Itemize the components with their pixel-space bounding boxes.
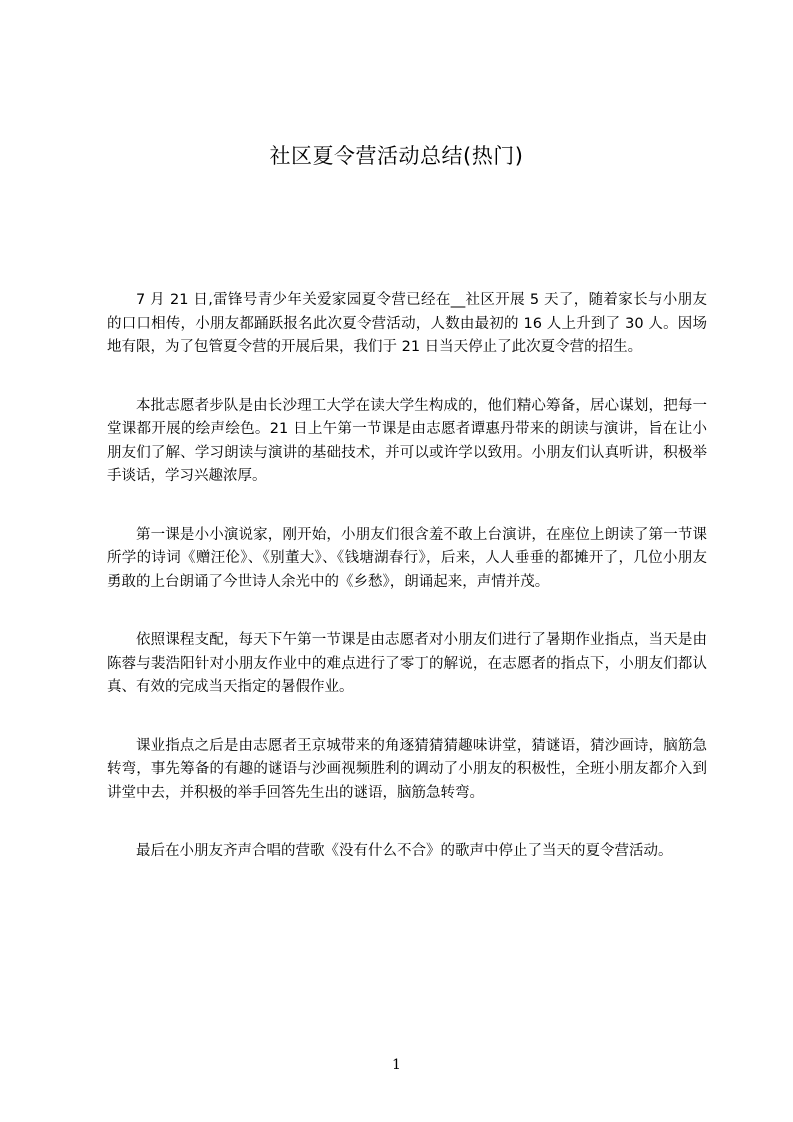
page-number: 1 [392, 1057, 401, 1073]
paragraph-6: 最后在小朋友齐声合唱的营歌《没有什么不合》的歌声中停止了当天的夏令营活动。 [136, 843, 673, 859]
paragraph-3: 第一课是小小演说家，刚开始，小朋友们很含羞不敢上台演讲，在座位上朗读了第一节课所学的诗词《赠汪伦》、《别董大》、《钱塘湖春行》，后来，人人垂垂的都摊开了，几位小朋友勇敢的上台朗诵了今世诗人余光中的《乡愁》，朗诵起来，声情并茂。 [107, 526, 707, 590]
paragraph-2: 本批志愿者步队是由长沙理工大学在读大学生构成的，他们精心筹备，居心谋划，把每一堂课都开展的绘声绘色。21 日上午第一节课是由志愿者谭惠丹带来的朗读与演讲，旨在让小朋友们了解、学习朗读与演讲的基础技术，并可以或许学以致用。小朋友们认真听讲，积极举手谈话，学习兴趣浓厚。 [107, 397, 707, 484]
document-body [107, 289, 707, 899]
paragraph-5: 课业指点之后是由志愿者王京城带来的角逐猜猜猜趣味讲堂，猜谜语，猜沙画诗，脑筋急转弯，事先筹备的有趣的谜语与沙画视频胜利的调动了小朋友的积极性，全班小朋友都介入到讲堂中去，并积极的举手回答先生出的谜语，脑筋急转弯。 [107, 737, 707, 801]
paragraph-1: 7 月 21 日,雷锋号青少年关爱家园夏令营已经在__社区开展 5 天了，随着家长与小朋友的口口相传，小朋友都踊跃报名此次夏令营活动，人数由最初的 16 人上升到了 30 人。因场地有限，为了包管夏令营的开展后果，我们于 21 日当天停止了此次夏令营的招生。 [107, 292, 707, 355]
paragraph-4: 依照课程支配，每天下午第一节课是由志愿者对小朋友们进行了暑期作业指点，当天是由陈蓉与裴浩阳针对小朋友作业中的难点进行了零丁的解说，在志愿者的指点下，小朋友们都认真、有效的完成当天指定的暑假作业。 [107, 632, 707, 695]
document-title: 社区夏令营活动总结(热门) [269, 144, 524, 168]
